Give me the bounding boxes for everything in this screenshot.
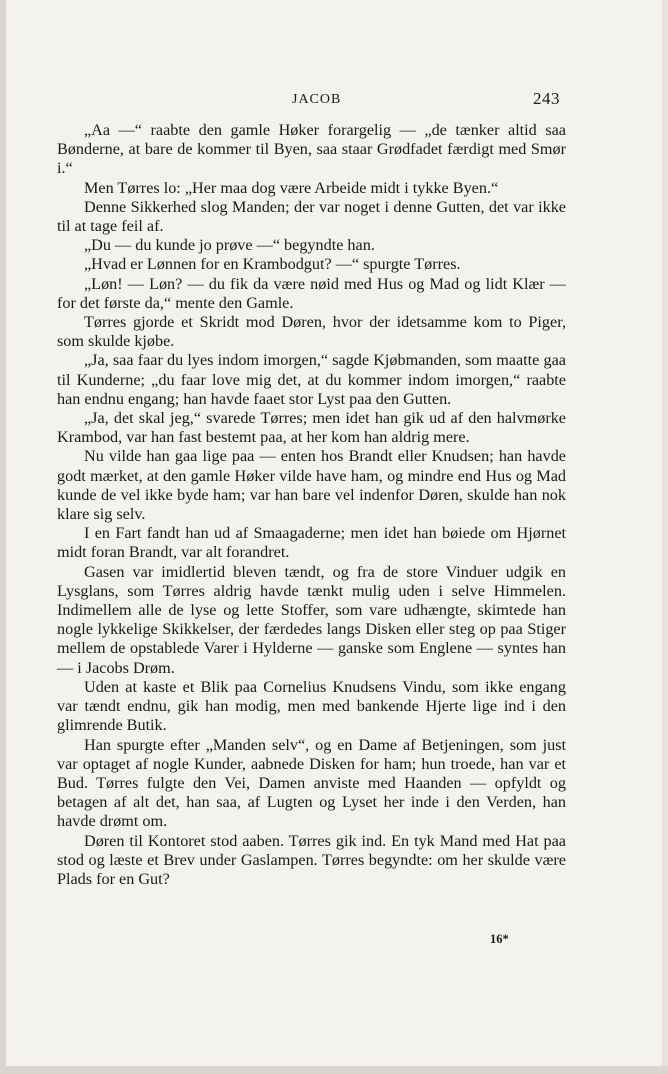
page-number: 243 xyxy=(533,89,560,108)
signature-mark: 16* xyxy=(490,932,509,946)
running-title: JACOB xyxy=(292,92,342,107)
paragraph: „Aa —“ raabte den gamle Høker forargelig — „de tænker altid saa Bønderne, at bare de kommer til Byen, saa staar Grødfadet færdigt med Smør i.“ xyxy=(57,121,566,178)
paragraph: Gasen var imidlertid bleven tændt, og fra de store Vinduer udgik en Lysglans, som Tørres aldrig havde tænkt mulig uden i selve Himmelen. Indimellem alle de lyse og lette Stoffer, som vare udhængte, skimtede han nogle lykkelige Skikkelser, der færdedes langs Disken eller steg op paa Stiger mellem de opstablede Varer i Hylderne — ganske som Englene — syntes han — i Jacobs Drøm. xyxy=(57,562,566,677)
body-text xyxy=(57,121,566,889)
running-head xyxy=(0,89,668,112)
paragraph: „Ja, saa faar du lyes indom imorgen,“ sagde Kjøbmanden, som maatte gaa til Kunderne; „du faar love mig det, at du kommer indom imorgen,“ raabte han endnu engang; han havde faaet stor Lyst paa den Gutten. xyxy=(57,351,566,408)
scan-edge-bottom xyxy=(0,1066,668,1074)
paragraph: Men Tørres lo: „Her maa dog være Arbeide midt i tykke Byen.“ xyxy=(84,178,499,197)
paragraph: Døren til Kontoret stod aaben. Tørres gik ind. En tyk Mand med Hat paa stod og læste et Brev under Gaslampen. Tørres begyndte: om her skulde være Plads for en Gut? xyxy=(57,831,566,888)
scan-edge-right xyxy=(662,0,668,1074)
paragraph: I en Fart fandt han ud af Smaagaderne; men idet han bøiede om Hjørnet midt foran Brandt, var alt forandret. xyxy=(57,524,566,562)
paragraph: Han spurgte efter „Manden selv“, og en Dame af Betjeningen, som just var optaget af nogle Kunder, aabnede Disken for ham; hun troede, han var et Bud. Tørres fulgte den Vei, Damen anviste med Haanden — opfyldt og betagen af alt det, han saa, af Lugten og Lyset her inde i den Verden, han havde drømt om. xyxy=(57,735,566,831)
paragraph: Uden at kaste et Blik paa Cornelius Knudsens Vindu, som ikke engang var tændt endnu, gik han modig, men med bankende Hjerte lige ind i den glimrende Butik. xyxy=(57,677,566,735)
paragraph: „Løn! — Løn? — du fik da være nøid med Hus og Mad og lidt Klær — for det første da,“ mente den Gamle. xyxy=(57,274,566,312)
paragraph: „Du — du kunde jo prøve —“ begyndte han. xyxy=(84,236,375,255)
paragraph: Tørres gjorde et Skridt mod Døren, hvor der idetsamme kom to Piger, som skulde kjøbe. xyxy=(57,313,566,351)
paragraph: „Ja, det skal jeg,“ svarede Tørres; men idet han gik ud af den halvmørke Krambod, var han fast bestemt paa, at her kom han aldrig mere. xyxy=(57,409,566,447)
scan-edge-left xyxy=(0,0,6,1074)
paragraph: Nu vilde han gaa lige paa — enten hos Brandt eller Knudsen; han havde godt mærket, at den gamle Høker vilde have ham, og mindre end Hus og Mad kunde de vel ikke byde ham; var han bare vel indenfor Døren, skulde han nok klare sig selv. xyxy=(57,447,566,524)
paragraph: „Hvad er Lønnen for en Krambodgut? —“ spurgte Tørres. xyxy=(84,255,461,274)
paragraph: Denne Sikkerhed slog Manden; der var noget i denne Gutten, det var ikke til at tage feil af. xyxy=(57,197,566,236)
